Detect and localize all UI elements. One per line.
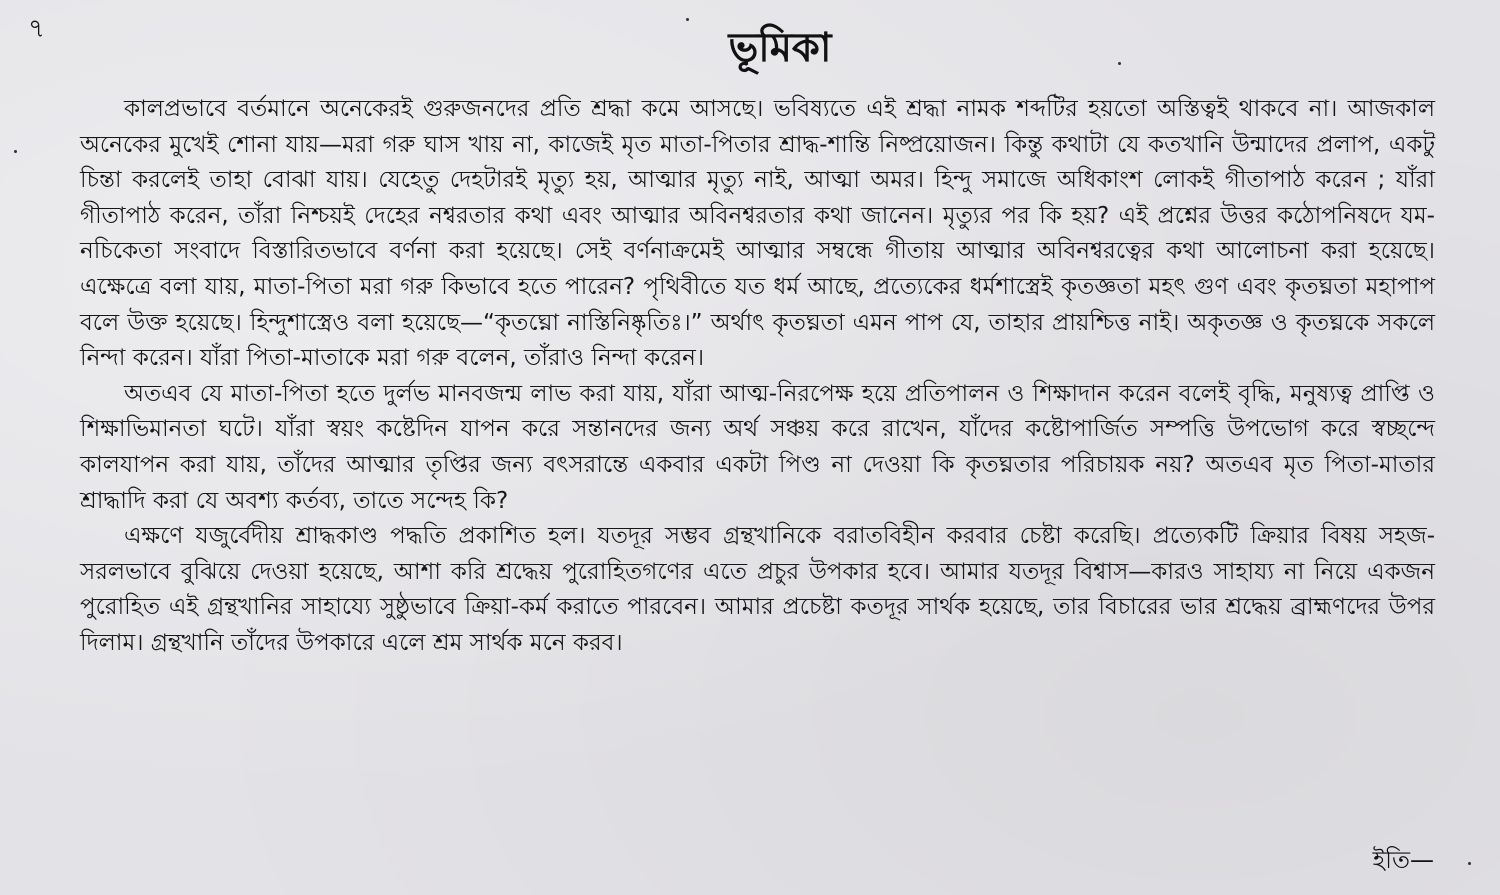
paragraph-2: অতএব যে মাতা-পিতা হতে দুর্লভ মানবজন্ম লাভ করা যায়, যাঁরা আত্ম-নিরপেক্ষ হয়ে প্রতিপালন ও শিক্ষাদান করেন বলেই বৃদ্ধি, মনুষ্যত্ব প্রাপ্তি ও শিক্ষাভিমানতা ঘটে। যাঁরা স্বয়ং কষ্টেদিন যাপন করে সন্তানদের জন্য অর্থ সঞ্চয় করে রাখেন, যাঁদের কষ্টোপার্জিত সম্পত্তি উপভোগ করে স্বচ্ছন্দে কালযাপন করা যায়, তাঁদের আত্মার তৃপ্তির জন্য বৎসরান্তে একবার একটা পিণ্ড না দেওয়া কি কৃতঘ্নতার পরিচায়ক নয়? অতএব মৃত পিতা-মাতার শ্রাদ্ধাদি করা যে অবশ্য কর্তব্য, তাতে সন্দেহ কি? [80, 380, 1435, 514]
ink-speck [1118, 62, 1121, 65]
signature: ইতি— [1372, 846, 1434, 874]
page-number: ৭ [28, 14, 45, 44]
paragraph-1: কালপ্রভাবে বর্তমানে অনেকেরই গুরুজনদের প্রতি শ্রদ্ধা কমে আসছে। ভবিষ্যতে এই শ্রদ্ধা নামক শব্দটির হয়তো অস্তিত্বই থাকবে না। আজকাল অনেকের মুখেই শোনা যায়—মরা গরু ঘাস খায় না, কাজেই মৃত মাতা-পিতার শ্রাদ্ধ-শান্তি নিষ্প্রয়োজন। কিন্তু কথাটা যে কতখানি উন্মাদের প্রলাপ, একটু চিন্তা করলেই তাহা বোঝা যায়। যেহেতু দেহটারই মৃত্যু হয়, আত্মার মৃত্যু নাই, আত্মা অমর। হিন্দু সমাজে অধিকাংশ লোকই গীতাপাঠ করেন ; যাঁরা গীতাপাঠ করেন, তাঁরা নিশ্চয়ই দেহের নশ্বরতার কথা এবং আত্মার অবিনশ্বরতার কথা জানেন। মৃত্যুর পর কি হয়? এই প্রশ্নের উত্তর কঠোপনিষদে যম-নচিকেতা সংবাদে বিস্তারিতভাবে বর্ণনা করা হয়েছে। সেই বর্ণনাক্রমেই আত্মার সম্বন্ধে গীতায় আত্মার অবিনশ্বরত্বের কথা আলোচনা করা হয়েছে। এক্ষেত্রে বলা যায়, মাতা-পিতা মরা গরু কিভাবে হতে পারেন? পৃথিবীতে যত ধর্ম আছে, প্রত্যেকের ধর্মশাস্ত্রেই কৃতজ্ঞতা মহৎ গুণ এবং কৃতঘ্নতা মহাপাপ বলে উক্ত হয়েছে। হিন্দুশাস্ত্রেও বলা হয়েছে—“কৃতঘ্নো নাস্তিনিষ্কৃতিঃ।” অর্থাৎ কৃতঘ্নতা এমন পাপ যে, তাহার প্রায়শ্চিত্ত নাই। অকৃতজ্ঞ ও কৃতঘ্নকে সকলে নিন্দা করেন। যাঁরা পিতা-মাতাকে মরা গরু বলেন, তাঁরাও নিন্দা করেন। [80, 96, 1435, 372]
ink-speck [686, 18, 689, 21]
paragraph-3: এক্ষণে যজুর্বেদীয় শ্রাদ্ধকাণ্ড পদ্ধতি প্রকাশিত হল। যতদূর সম্ভব গ্রন্থখানিকে বরাতবিহীন করবার চেষ্টা করেছি। প্রত্যেকটি ক্রিয়ার বিষয় সহজ-সরলভাবে বুঝিয়ে দেওয়া হয়েছে, আশা করি শ্রদ্ধেয় পুরোহিতগণের এতে প্রচুর উপকার হবে। আমার যতদূর বিশ্বাস—কারও সাহায্য না নিয়ে একজন পুরোহিত এই গ্রন্থখানির সাহায্যে সুষ্ঠুভাবে ক্রিয়া-কর্ম করাতে পারবেন। আমার প্রচেষ্টা কতদূর সার্থক হয়েছে, তার বিচারের ভার শ্রদ্ধেয় ব্রাহ্মণদের উপর দিলাম। গ্রন্থখানি তাঁদের উপকারে এলে শ্রম সার্থক মনে করব। [80, 523, 1435, 656]
ink-speck [1468, 862, 1471, 865]
preface-body [80, 92, 1435, 662]
ink-speck [14, 150, 17, 153]
page-title: ভূমিকা [728, 25, 832, 71]
